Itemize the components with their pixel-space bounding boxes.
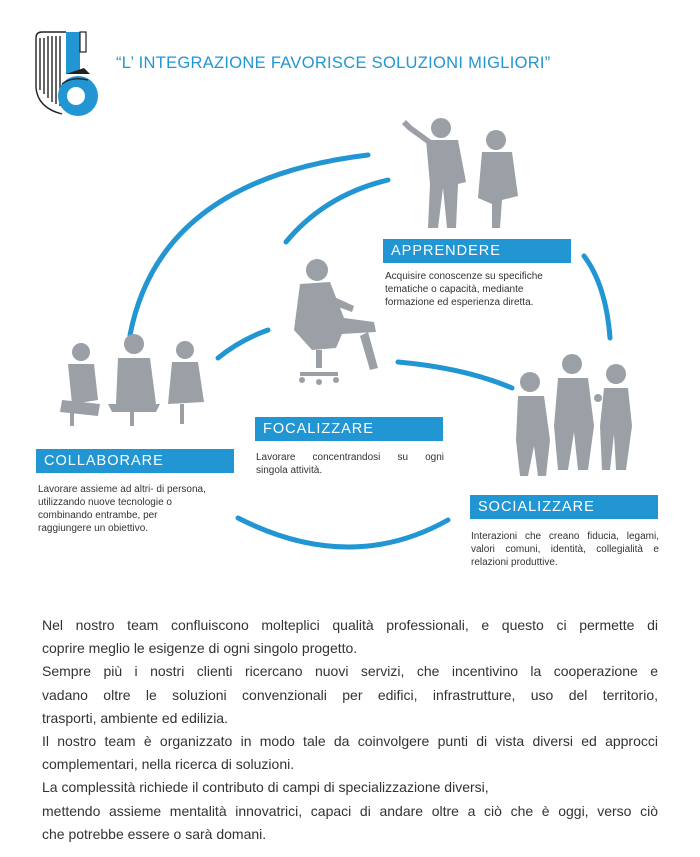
body-line: complementari, nella ricerca di soluzioni. <box>42 756 295 773</box>
desc-line: Interazioni che creano fiducia, legami, <box>471 531 659 542</box>
collaborare-figures <box>60 334 204 426</box>
arc-inner-right <box>398 362 512 388</box>
desc-line: tematiche o capacità, mediante <box>385 284 524 295</box>
arc-outer-right <box>584 256 610 338</box>
tagline: “L’ INTEGRAZIONE FAVORISCE SOLUZIONI MIGLIORI” <box>116 54 551 72</box>
desc-line: Lavorare concentrandosi su ogni <box>256 452 444 463</box>
desc-line: Lavorare assieme ad altri- di persona, <box>38 484 206 495</box>
label-focalizzare: FOCALIZZARE <box>255 417 443 441</box>
apprendere-figures <box>402 118 518 228</box>
body-line: La complessità richiede il contributo di campi di specializzazione diversi, <box>42 779 489 796</box>
socializzare-figures <box>516 354 632 476</box>
desc-line: combinando entrambe, per <box>38 510 158 521</box>
arc-inner-left <box>218 330 268 358</box>
label-collaborare: COLLABORARE <box>36 449 234 473</box>
desc-line: valori comuni, identità, collegialità e <box>471 544 659 555</box>
focalizzare-figure <box>294 259 378 385</box>
body-line: Sempre più i nostri clienti ricercano nuovi servizi, che incentivino la cooperazione e <box>42 663 658 680</box>
body-line: coprire meglio le esigenze di ogni singolo progetto. <box>42 640 358 657</box>
desc-focalizzare <box>256 451 444 477</box>
desc-line: relazioni produttive. <box>471 557 558 568</box>
body-text <box>42 614 658 846</box>
desc-socializzare <box>471 530 659 569</box>
desc-line: singola attività. <box>256 465 323 476</box>
desc-collaborare <box>38 483 248 535</box>
label-apprendere: APPRENDERE <box>383 239 571 263</box>
label-socializzare: SOCIALIZZARE <box>470 495 658 519</box>
desc-apprendere <box>385 270 585 309</box>
body-line: Nel nostro team confluiscono molteplici qualità professionali, e questo ci permette di <box>42 617 658 633</box>
body-line: che potrebbe essere o sarà domani. <box>42 825 267 842</box>
desc-line: formazione ed esperienza diretta. <box>385 297 534 308</box>
body-line: Il nostro team è organizzato in modo tale da coinvolgere punti di vista diversi ed approcci <box>42 733 658 750</box>
desc-line: utilizzando nuove tecnologie o <box>38 497 172 508</box>
arc-outer-bottom <box>238 518 448 547</box>
body-line: trasporti, ambiente ed edilizia. <box>42 709 228 726</box>
desc-line: raggiungere un obiettivo. <box>38 523 149 534</box>
body-line: mettendo assieme mentalità innovatrici, capaci di andare oltre a ciò che è oggi, verso ciò <box>42 802 658 819</box>
desc-line: Acquisire conoscenze su specifiche <box>385 271 543 282</box>
arc-inner-top <box>286 180 388 242</box>
body-line: vadano oltre le soluzioni convenzionali per edifici, infrastrutture, uso del territorio, <box>42 686 658 703</box>
